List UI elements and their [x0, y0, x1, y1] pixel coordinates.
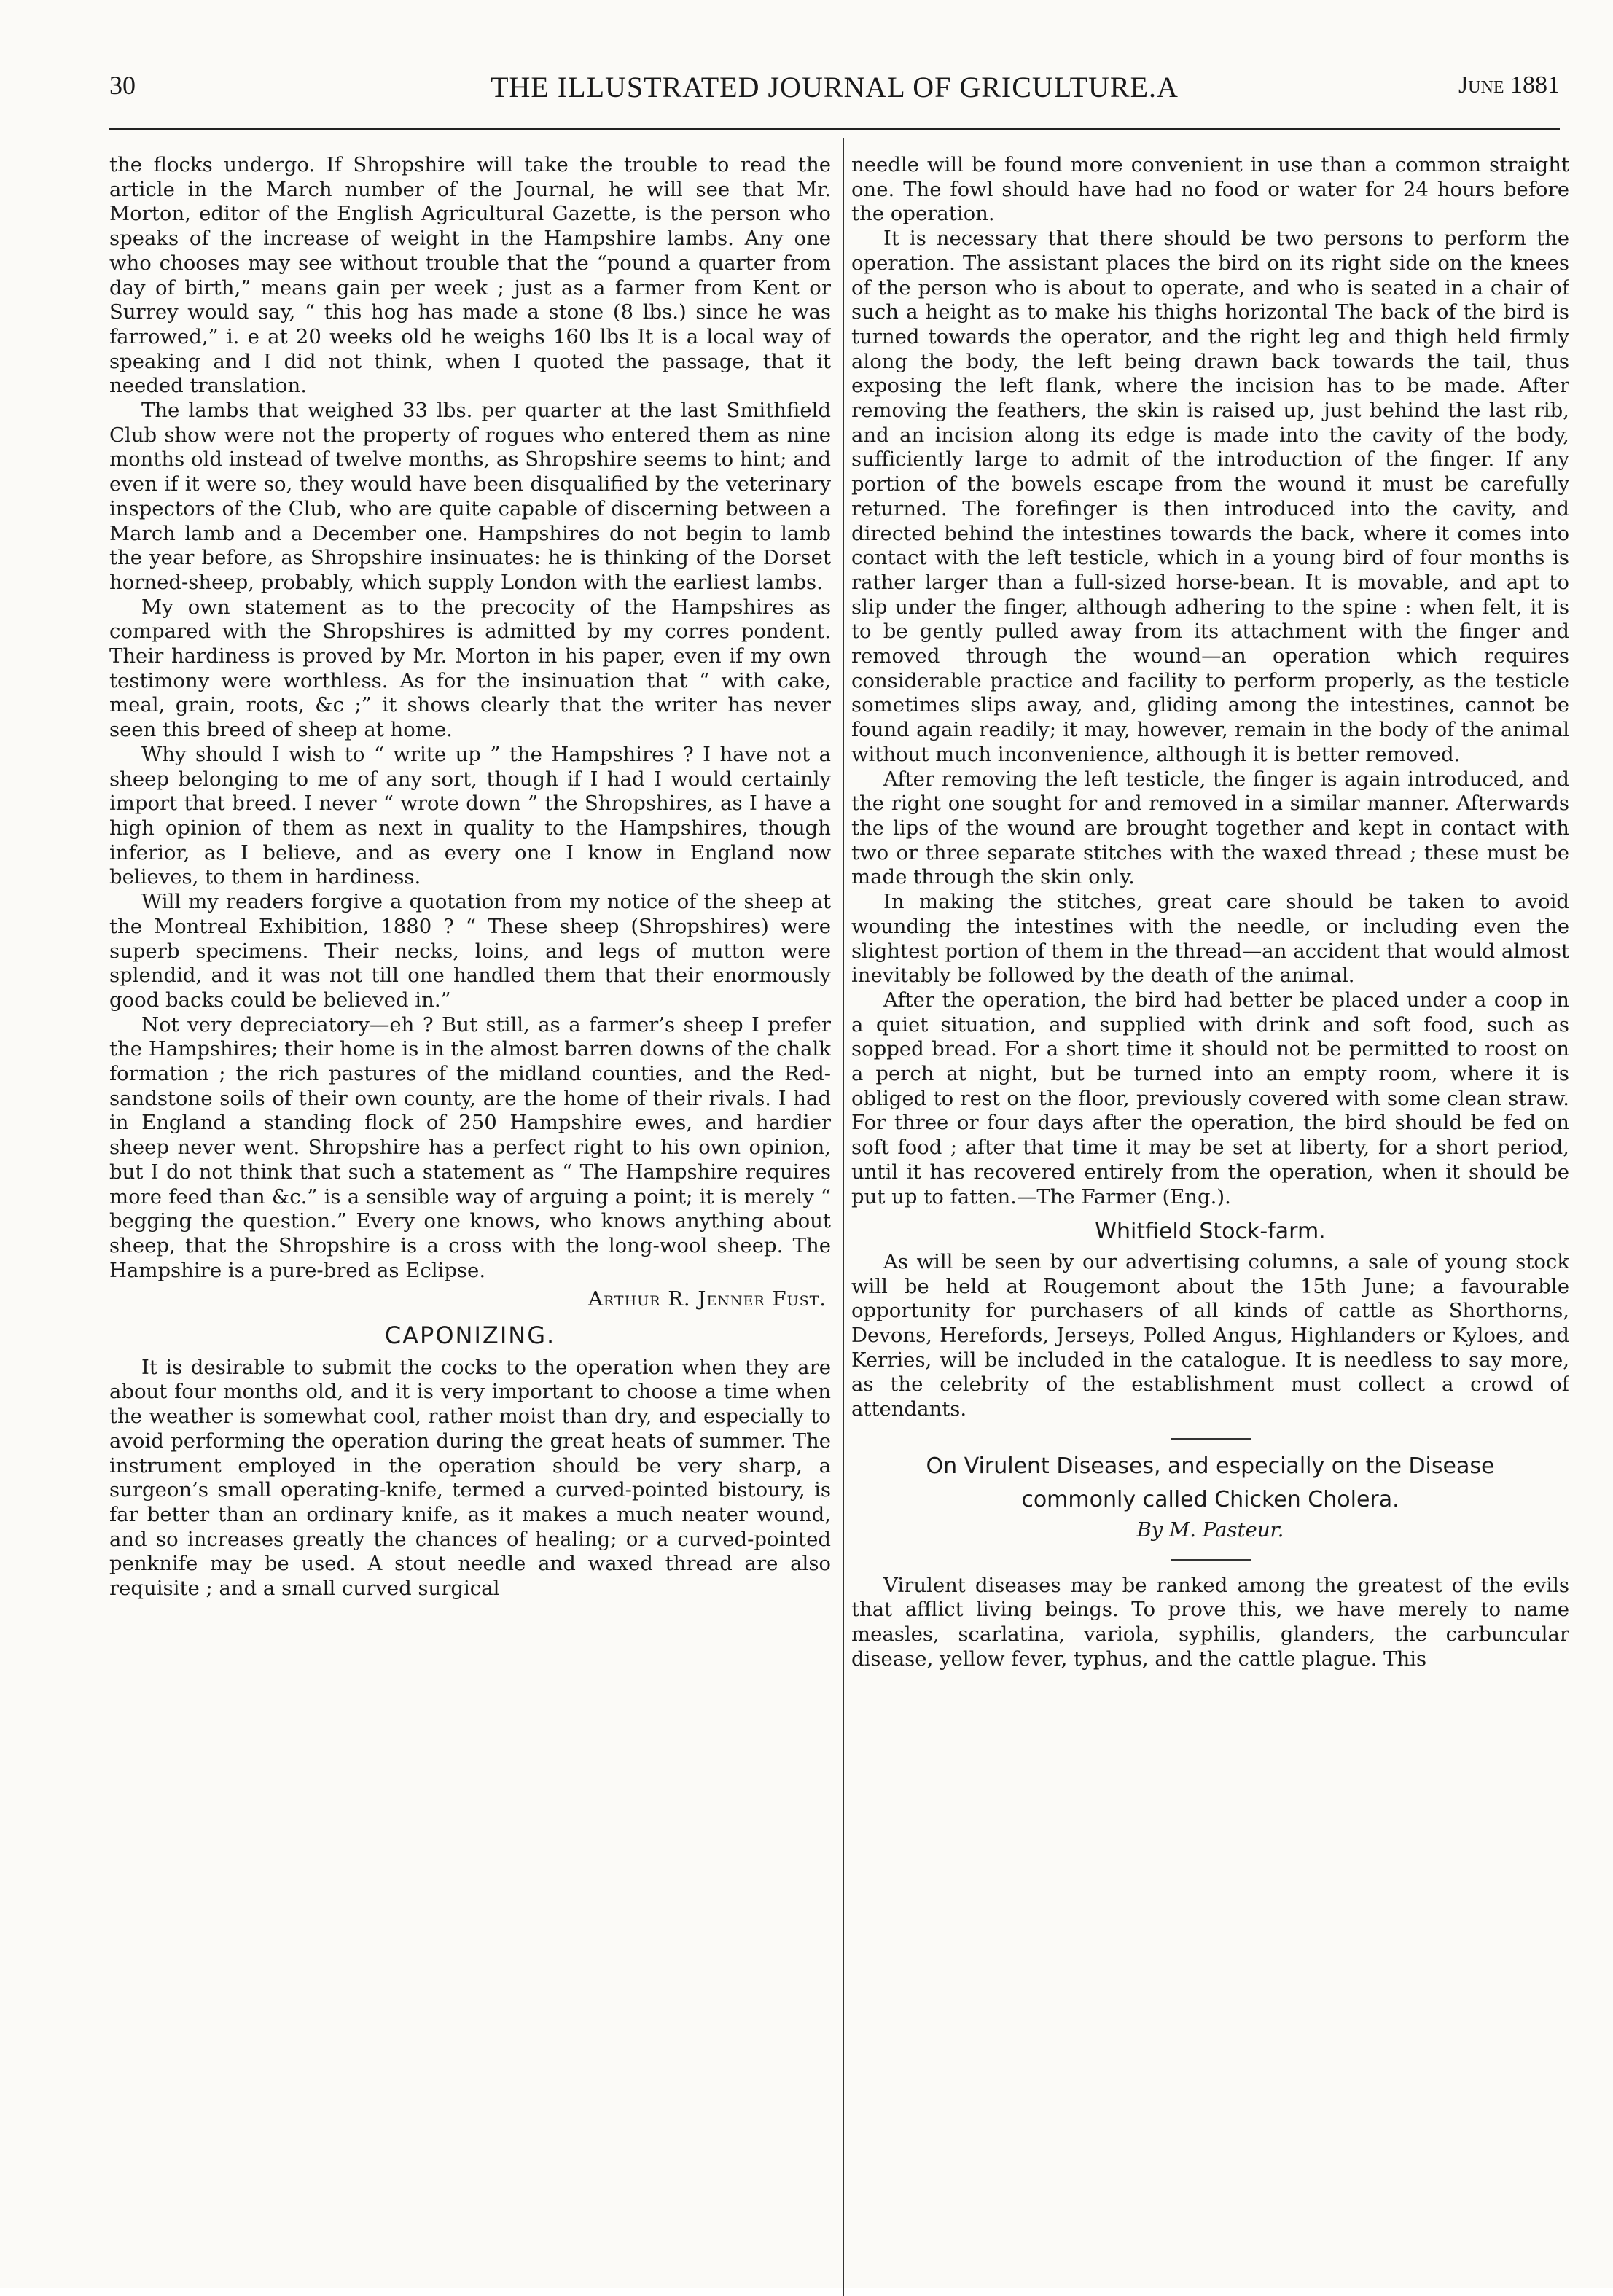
- paragraph: After removing the left testicle, the finger is again introduced, and the right one sought for and removed in a similar manner. Afterwards the lips of the wound are brought together and kept in contact with two or three separate stitches with the waxed thread ; these must be made through the skin only.: [851, 767, 1569, 889]
- paragraph: Why should I wish to “ write up ” the Hampshires ? I have not a sheep belonging to me of any sort, though if I had I would certainly import that breed. I never “ wrote down ” the Shropshires, as I have a high opinion of them as next in quality to the Hampshires, though inferior, as I believe, and as every one I know in England now believes, to them in hardiness.: [109, 742, 831, 889]
- paragraph: Will my readers forgive a quotation from my notice of the sheep at the Montreal Exhibition, 1880 ? “ These sheep (Shropshires) were superb specimens. Their necks, loins, and legs of mutton were splendid, and it was not till one handled them that their enormously good backs could be believed in.”: [109, 890, 831, 1012]
- paragraph: As will be seen by our advertising columns, a sale of young stock will be held at Rougemont about the 15th June; a favourable opportunity for purchasers of all kinds of cattle as Shorthorns, Devons, Herefords, Jerseys, Polled Angus, Highlanders or Kyloes, and Kerries, will be included in the catalogue. It is needless to say more, as the celebrity of the establishment must collect a crowd of attendants.: [851, 1249, 1569, 1421]
- section-rule: [1171, 1438, 1251, 1440]
- page-number: 30: [109, 71, 136, 100]
- section-heading-virulent-line1: On Virulent Diseases, and especially on the Disease: [926, 1453, 1495, 1479]
- paragraph: needle will be found more convenient in use than a common straight one. The fowl should have had no food or water for 24 hours before the operation.: [851, 153, 1569, 226]
- article-byline: By M. Pasteur.: [1136, 1518, 1284, 1542]
- header-rule: [109, 128, 1560, 130]
- paragraph: My own statement as to the precocity of the Hampshires as compared with the Shropshires is admitted by my corres pondent. Their hardiness is proved by Mr. Morton in his paper, even if my own testimony were worthless. As for the insinuation that “ with cake, meal, grain, roots, &c ;” it shows clearly that the writer has never seen this breed of sheep at home.: [109, 595, 831, 742]
- paragraph: Not very depreciatory—eh ? But still, as a farmer’s sheep I prefer the Hampshires; their home is in the almost barren downs of the chalk formation ; the rich pastures of the midland counties, and the Red-sandstone soils of their own county, are the home of their rivals. I had in England a standing flock of 250 Hampshire ewes, and hardier sheep never went. Shropshire has a perfect right to his own opinion, but I do not think that such a statement as “ The Hampshire requires more feed than &c.” is a sensible way of arguing a point; it is merely “ begging the question.” Every one knows, who knows anything about sheep, that the Shropshire is a cross with the long-wool sheep. The Hampshire is a pure-bred as Eclipse.: [109, 1012, 831, 1282]
- issue-date: June 1881: [1458, 71, 1560, 98]
- left-column: [109, 153, 831, 2289]
- section-heading-whitfield: Whitfield Stock-farm.: [1095, 1219, 1326, 1245]
- paragraph: After the operation, the bird had better be placed under a coop in a quiet situation, and supplied with drink and soft food, such as sopped bread. For a short time it should not be permitted to roost on a perch at night, but be turned into an empty room, where it is obliged to rest on the floor, previously covered with some clean straw. For three or four days after the operation, the bird should be fed on soft food ; after that time it may be set at liberty, for a short period, until it has recovered entirely from the operation, when it should be put up to fatten.—The Farmer (Eng.).: [851, 988, 1569, 1208]
- author-signature: Arthur R. Jenner Fust.: [588, 1287, 827, 1311]
- paragraph: It is necessary that there should be two persons to perform the operation. The assistant places the bird on its right side on the knees of the person who is about to operate, and who is seated in a chair of such a height as to make his thighs horizontal The back of the bird is turned towards the operator, and the right leg and thigh held firmly along the body, the left being drawn back towards the tail, thus exposing the left flank, where the incision has to be made. After removing the feathers, the skin is raised up, just behind the last rib, and an incision along its edge is made into the cavity of the body, sufficiently large to admit of the introduction of the finger. If any portion of the bowels escape from the wound it must be carefully returned. The forefinger is then introduced into the cavity, and directed behind the intestines towards the back, where it comes into contact with the left testicle, which in a young bird of four months is rather larger than a full-sized horse-bean. It is movable, and apt to slip under the finger, although adhering to the spine : when felt, it is to be gently pulled away from its attachment with the finger and removed through the wound—an operation which requires considerable practice and facility to perform properly, as the testicle sometimes slips away, and, gliding among the intestines, cannot be found again readily; it may, however, remain in the body of the animal without much inconvenience, although it is better removed.: [851, 227, 1569, 766]
- section-heading-caponizing: CAPONIZING.: [384, 1321, 556, 1350]
- paragraph: In making the stitches, great care should be taken to avoid wounding the intestines with the needle, or including even the slightest portion of them in the thread—an accident that would almost inevitably be followed by the death of the animal.: [851, 890, 1569, 988]
- column-divider: [843, 138, 844, 2296]
- paragraph: Virulent diseases may be ranked among the greatest of the evils that afflict living beings. To prove this, we have merely to name measles, scarlatina, variola, syphilis, glanders, the carbuncular disease, yellow fever, typhus, and the cattle plague. This: [851, 1573, 1569, 1671]
- paragraph: It is desirable to submit the cocks to the operation when they are about four months old, and it is very important to choose a time when the weather is somewhat cool, rather moist than dry, and especially to avoid performing the operation during the great heats of summer. The instrument employed in the operation should be very sharp, a surgeon’s small operating-knife, termed a curved-pointed bistoury, is far better than an ordinary knife, as it makes a much neater wound, and so increases greatly the chances of healing; or a curved-pointed penknife may be used. A stout needle and waxed thread are also requisite ; and a small curved surgical: [109, 1355, 831, 1601]
- page-header: [109, 70, 1560, 117]
- paragraph: The lambs that weighed 33 lbs. per quarter at the last Smithfield Club show were not the property of rogues who entered them as nine months old instead of twelve months, as Shropshire seems to hint; and even if it were so, they would have been disqualified by the veterinary inspectors of the Club, who are quite capable of discerning between a March lamb and a December one. Hampshires do not begin to lamb the year before, as Shropshire insinuates: he is thinking of the Dorset horned-sheep, probably, which supply London with the earliest lambs.: [109, 399, 831, 594]
- paragraph: the flocks undergo. If Shropshire will take the trouble to read the article in the March number of the Journal, he will see that Mr. Morton, editor of the English Agricultural Gazette, is the person who speaks of the increase of weight in the Hampshire lambs. Any one who chooses may see without trouble that the “pound a quarter from day of birth,” means gain per week ; just as a farmer from Kent or Surrey would say, “ this hog has made a stone (8 lbs.) since he was farrowed,” i. e at 20 weeks old he weighs 160 lbs It is a local way of speaking and I did not think, when I quoted the passage, that it needed translation.: [109, 153, 831, 398]
- section-rule: [1171, 1559, 1251, 1561]
- right-column: [851, 153, 1569, 2289]
- section-heading-virulent-line2: commonly called Chicken Cholera.: [1021, 1486, 1399, 1512]
- journal-title: THE ILLUSTRATED JOURNAL OF GRICULTURE.A: [491, 71, 1179, 104]
